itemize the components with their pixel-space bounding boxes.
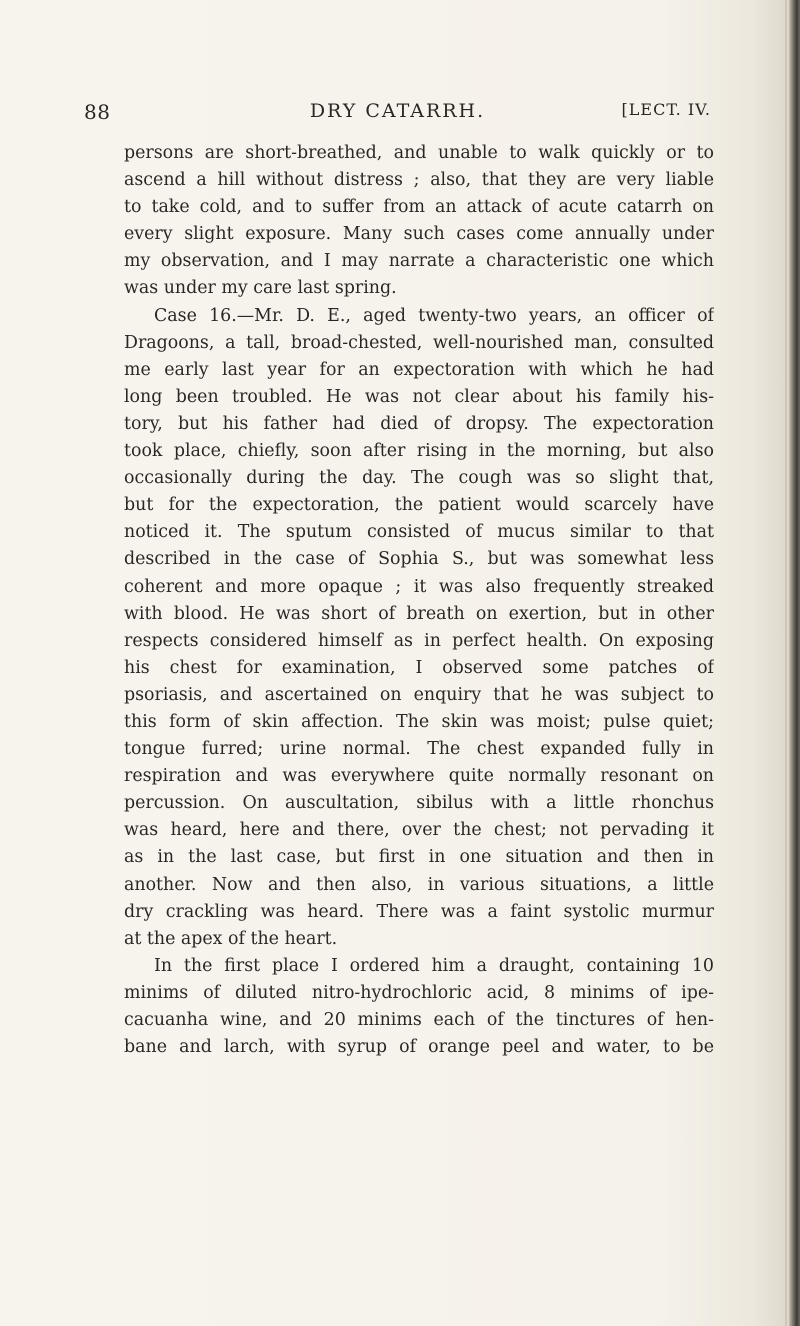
text-line: cacuanha wine, and 20 minims each of the tinctures of hen- xyxy=(124,1010,714,1030)
text-line: at the apex of the heart. xyxy=(124,928,338,949)
text-line: percussion. On auscultation, sibilus with a little rhonchus xyxy=(124,793,714,814)
text-line: tory, but his father had died of dropsy. The expectoration xyxy=(124,413,714,434)
text-line: respects considered himself as in perfect health. On exposing xyxy=(124,630,714,651)
text-line: psoriasis, and ascertained on enquiry that he was subject to xyxy=(124,684,714,705)
book-spine-edge xyxy=(789,0,800,1326)
text-line: respiration and was everywhere quite normally resonant on xyxy=(124,766,714,787)
text-line: dry crackling was heard. There was a faint systolic murmur xyxy=(124,901,714,922)
text-line: described in the case of Sophia S., but was somewhat less xyxy=(124,549,714,570)
body-text xyxy=(124,140,714,1061)
text-line: persons are short-breathed, and unable to walk quickly or to xyxy=(124,143,714,163)
text-line: every slight exposure. Many such cases come annually under xyxy=(124,224,714,245)
text-line: was heard, here and there, over the chest; not pervading it xyxy=(124,820,714,841)
text-line: Dragoons, a tall, broad-chested, well-nourished man, consulted xyxy=(124,332,714,353)
text-line: long been troubled. He was not clear about his family his- xyxy=(124,386,714,407)
text-line: took place, chiefly, soon after rising in the morning, but also xyxy=(124,441,714,462)
text-line: but for the expectoration, the patient would scarcely have xyxy=(124,495,714,516)
text-line: tongue furred; urine normal. The chest expanded fully in xyxy=(124,739,714,760)
running-title: DRY CATARRH. xyxy=(309,100,486,122)
running-header xyxy=(84,97,711,133)
case-heading-line: Case 16.—Mr. D. E., aged twenty-two years, an officer of xyxy=(154,305,714,326)
text-line: my observation, and I may narrate a characteristic one which xyxy=(124,251,714,272)
text-line: another. Now and then also, in various situations, a little xyxy=(124,874,714,895)
text-line: bane and larch, with syrup of orange peel and water, to be xyxy=(124,1037,714,1058)
text-line: occasionally during the day. The cough was so slight that, xyxy=(124,468,714,489)
paragraph-start-line: In the first place I ordered him a draught, containing 10 xyxy=(154,955,714,976)
text-line: this form of skin affection. The skin was moist; pulse quiet; xyxy=(124,711,714,732)
text-line: was under my care last spring. xyxy=(124,278,397,299)
page-edge-shadow xyxy=(785,0,787,1326)
lecture-marker: [LECT. IV. xyxy=(621,100,711,119)
text-line: minims of diluted nitro-hydrochloric acid, 8 minims of ipe- xyxy=(124,982,714,1003)
text-line: with blood. He was short of breath on exertion, but in other xyxy=(124,603,714,624)
text-line: ascend a hill without distress ; also, that they are very liable xyxy=(124,170,714,191)
text-line: noticed it. The sputum consisted of mucus similar to that xyxy=(124,522,714,543)
text-line: as in the last case, but first in one situation and then in xyxy=(124,847,714,868)
page-number: 88 xyxy=(84,100,111,124)
text-line: me early last year for an expectoration with which he had xyxy=(124,359,714,380)
text-line: coherent and more opaque ; it was also frequently streaked xyxy=(124,576,714,597)
text-line: his chest for examination, I observed some patches of xyxy=(124,657,714,678)
text-line: to take cold, and to suffer from an attack of acute catarrh on xyxy=(124,197,714,218)
